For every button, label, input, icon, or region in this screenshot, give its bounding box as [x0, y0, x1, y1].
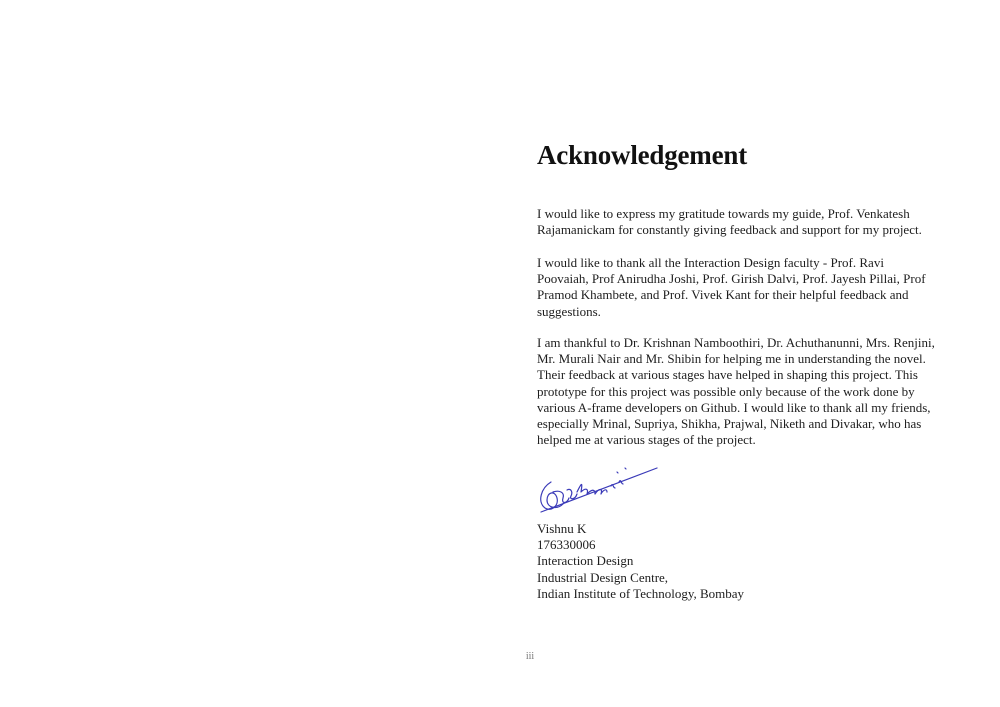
acknowledgement-section: [537, 138, 937, 448]
department-name: Industrial Design Centre,: [537, 569, 669, 585]
signature-icon: [537, 462, 662, 520]
author-name: Vishnu K: [537, 521, 587, 536]
program-name: Interaction Design: [537, 553, 634, 569]
paragraph-guide: I would like to express my gratitude towards my guide, Prof. Venkatesh Rajamanickam for constantly giving feedback and support for my project.: [537, 206, 922, 238]
roll-number: 176330006: [537, 537, 596, 553]
paragraph-faculty: I would like to thank all the Interaction Design faculty - Prof. Ravi Poovaiah, Prof Anirudha Joshi, Prof. Girish Dalvi, Prof. Jayesh Pillai, Prof Pramod Khambete, and Prof. Vivek Kant for their helpful feedback and suggestions.: [537, 255, 926, 319]
institute-name: Indian Institute of Technology, Bombay: [537, 585, 745, 601]
signoff-block: [537, 521, 744, 602]
paragraph-thanks: I am thankful to Dr. Krishnan Namboothiri, Dr. Achuthanunni, Mrs. Renjini, Mr. Murali Nair and Mr. Shibin for helping me in understanding the novel. Their feedback at various stages have helped in shaping this project. This prototype for this project was possible only because of the work done by various A-frame developers on Github. I would like to thank all my friends, especially Mrinal, Supriya, Shikha, Prajwal, Niketh and Divakar, who has helped me at various stages of the project.: [537, 335, 935, 448]
page-title: Acknowledgement: [537, 140, 747, 170]
page-number: iii: [525, 651, 535, 662]
